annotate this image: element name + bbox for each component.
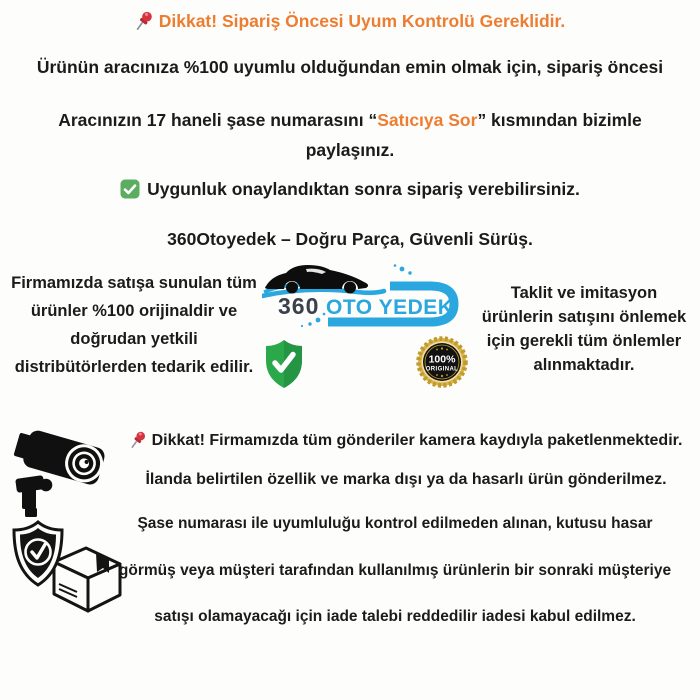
- returns-line3: satışı olamayacağı için iade talebi reddedilir iadesi kabul edilmez.: [154, 608, 636, 625]
- returns-line1: Şase numarası ile uyumluluğu kontrol edilmeden alınan, kutusu hasar: [137, 515, 653, 532]
- pushpin-icon: [130, 429, 147, 450]
- cctv-camera-icon: [10, 421, 122, 519]
- compliance-warning-heading: [0, 9, 700, 32]
- camera-packaging-line1: [112, 429, 700, 450]
- right-line: ürünlerin satışını önlemek: [481, 308, 687, 326]
- green-shield-check-icon: [262, 338, 306, 390]
- intro-line2-prefix: Aracınızın 17 haneli şase numarasını “: [58, 110, 378, 130]
- intro-line2-suffix: ” kısmından bizimle: [477, 110, 642, 130]
- brand-logo: [262, 262, 462, 336]
- camera-packaging-text: Dikkat! Firmamızda tüm gönderiler kamera kaydıyla paketlenmektedir.: [151, 432, 683, 449]
- right-line: alınmaktadır.: [533, 356, 635, 374]
- returns-line2: görmüş veya müşteri tarafından kullanılmış ürünlerin bir sonraki müşteriye: [118, 562, 672, 579]
- compliance-warning-text: Dikkat! Sipariş Öncesi Uyum Kontrolü Gereklidir.: [158, 11, 566, 31]
- right-line: Taklit ve imitasyon: [510, 284, 658, 302]
- intro-line1: Ürünün aracınıza %100 uyumlu olduğundan emin olmak için, sipariş öncesi: [36, 57, 664, 77]
- approval-text: Uygunluk onaylandıktan sonra sipariş verebilirsiniz.: [147, 179, 580, 199]
- originality-text-left: [0, 269, 268, 381]
- ask-seller-highlight: Satıcıya Sor: [377, 110, 478, 130]
- badge-percent: 100%: [428, 353, 456, 366]
- approval-line: [0, 179, 700, 200]
- pushpin-icon: [135, 9, 154, 32]
- badge-word: ORIGINAL: [425, 366, 459, 373]
- left-line: ürünler %100 orijinaldir ve: [30, 302, 238, 320]
- brand-slogan: 360Otoyedek – Doğru Parça, Güvenli Sürüş.: [167, 229, 533, 249]
- logo-name: OTO YEDEK: [326, 296, 454, 319]
- left-line: doğrudan yetkili: [70, 330, 198, 348]
- intro-line2-cont: paylaşınız.: [305, 140, 395, 160]
- logo-number: 360: [278, 293, 320, 319]
- anti-counterfeit-text-right: [468, 281, 700, 377]
- intro-line2: [0, 105, 700, 165]
- green-check-icon: [120, 179, 140, 199]
- camera-packaging-line2: İlanda belirtilen özellik ve marka dışı ya da hasarlı ürün gönderilmez.: [145, 471, 667, 488]
- right-line: için gerekli tüm önlemler: [486, 332, 682, 350]
- left-line: distribütörlerden tedarik edilir.: [14, 358, 254, 376]
- left-line: Firmamızda satışa sunulan tüm: [11, 274, 257, 292]
- original-seal-icon: [415, 335, 469, 389]
